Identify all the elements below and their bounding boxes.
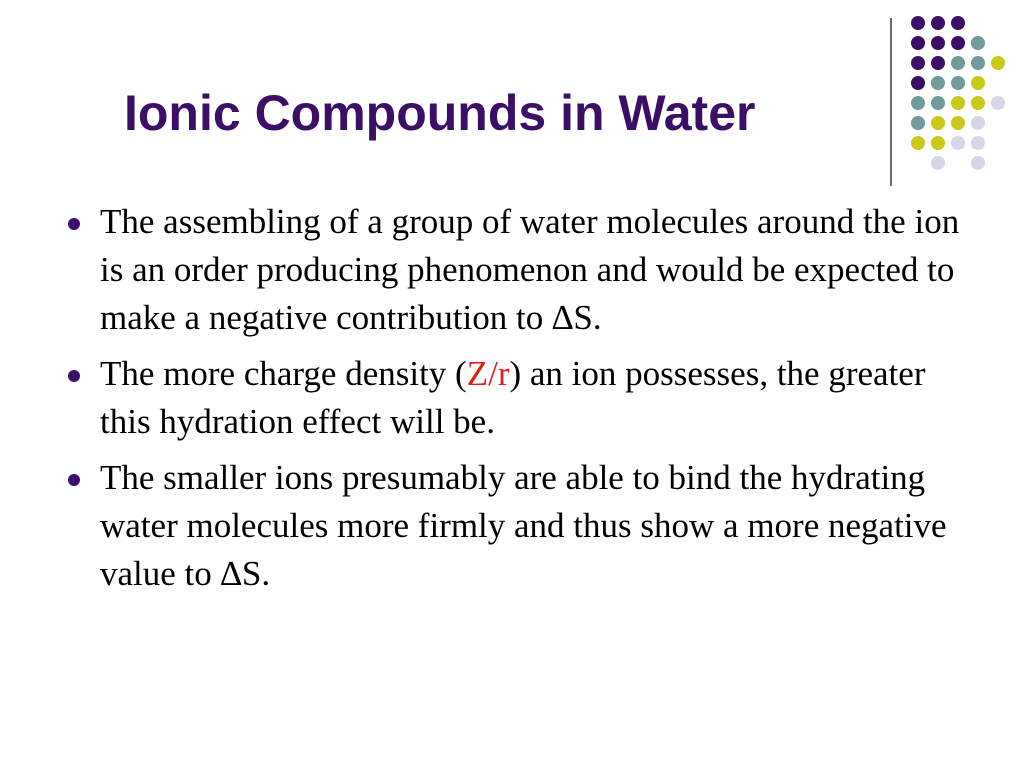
decorative-dot [931,16,945,30]
decorative-dot [951,136,965,150]
decorative-dot [931,96,945,110]
charge-density-symbol: Z/r [466,354,510,393]
decorative-dot [911,96,925,110]
bullet-text-before: The more charge density ( [100,354,467,393]
decorative-dot [971,116,985,130]
decorative-dot [971,76,985,90]
bullet-text: The smaller ions presumably are able to bind the hydrating water molecules more firmly and thus show a more negative value to ∆S. [100,458,947,593]
decorative-dot [991,56,1005,70]
decorative-dot [911,56,925,70]
decorative-dot [911,36,925,50]
decorative-dot [931,156,945,170]
bullet-item [60,198,980,342]
bullet-dot-icon [68,474,80,486]
decorative-dot [931,136,945,150]
decorative-dot [971,136,985,150]
decorative-dot [931,76,945,90]
decorative-dot [931,56,945,70]
decorative-dot [911,76,925,90]
decorative-dot [951,116,965,130]
bullet-text: The assembling of a group of water molecules around the ion is an order producing phenomenon and would be expected to make a negative contribution to ∆S. [100,202,960,337]
bullet-item [60,350,980,446]
decorative-dot [911,16,925,30]
decorative-dot [971,156,985,170]
decorative-dot [971,56,985,70]
decorative-dot [951,76,965,90]
decorative-dot [971,96,985,110]
decorative-dot [931,36,945,50]
decorative-dot [911,136,925,150]
bullet-list [60,198,980,606]
bullet-item [60,454,980,598]
decorative-dot [951,36,965,50]
decorative-dot [931,116,945,130]
decorative-dot-grid [0,0,1024,200]
decorative-dot [971,36,985,50]
decorative-dot [911,116,925,130]
decorative-dot [951,56,965,70]
bullet-text-after: ) an ion possesses, the greater this hydration effect will be. [100,354,926,441]
decorative-dot [951,16,965,30]
bullet-dot-icon [68,370,80,382]
decorative-dot [991,96,1005,110]
bullet-dot-icon [68,218,80,230]
decorative-dot [951,96,965,110]
slide-title: Ionic Compounds in Water [124,85,756,141]
